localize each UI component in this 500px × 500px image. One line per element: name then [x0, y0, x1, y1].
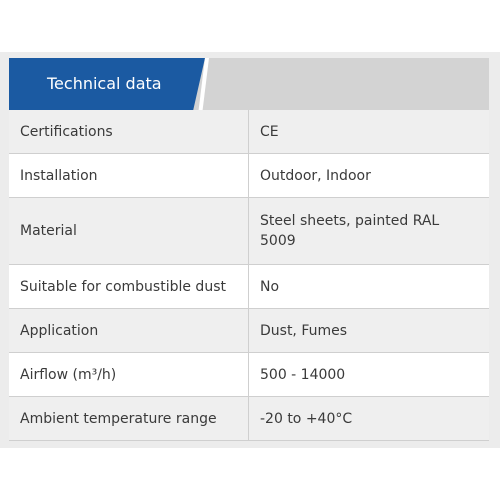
panel-header — [9, 58, 489, 110]
table-row — [9, 110, 489, 154]
spec-label: Material — [9, 198, 249, 265]
spec-label: Installation — [9, 154, 249, 198]
spec-label: Certifications — [9, 110, 249, 154]
spec-value: No — [249, 265, 490, 309]
spec-value: CE — [249, 110, 490, 154]
spec-value: -20 to +40°C — [249, 397, 490, 441]
table-row — [9, 198, 489, 265]
spec-label: Ambient temperature range — [9, 397, 249, 441]
table-row — [9, 353, 489, 397]
table-row — [9, 309, 489, 353]
spec-label: Airflow (m³/h) — [9, 353, 249, 397]
panel-title: Technical data — [47, 74, 162, 93]
spec-value: Steel sheets, painted RAL 5009 — [249, 198, 490, 265]
technical-data-panel — [9, 58, 489, 441]
table-row — [9, 265, 489, 309]
table-row — [9, 154, 489, 198]
spec-label: Suitable for combustible dust — [9, 265, 249, 309]
spec-value: Outdoor, Indoor — [249, 154, 490, 198]
spec-value: 500 - 14000 — [249, 353, 490, 397]
table-row — [9, 397, 489, 441]
specs-table — [9, 110, 489, 441]
spec-label: Application — [9, 309, 249, 353]
spec-value: Dust, Fumes — [249, 309, 490, 353]
